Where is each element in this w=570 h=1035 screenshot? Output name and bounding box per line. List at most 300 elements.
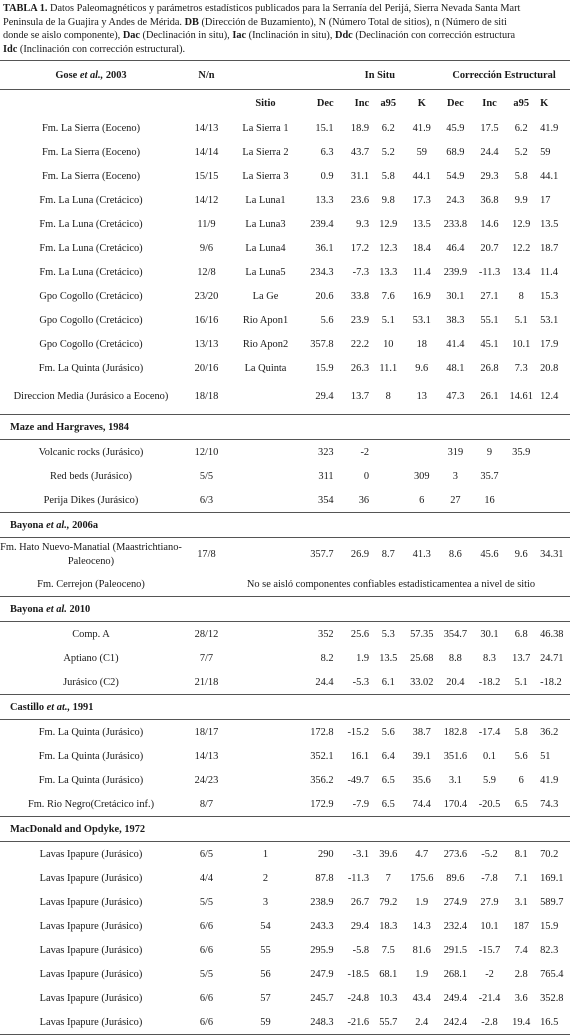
cell-a95: 6.5 xyxy=(381,774,395,786)
cell-inc: -18.5 xyxy=(347,968,370,980)
table-row xyxy=(0,792,570,817)
cell-formation: Fm. Hato Nuevo-Manatial (Maastrichtiano-Paleoceno) xyxy=(0,542,182,567)
cell-dec2: 274.9 xyxy=(443,896,468,908)
cell-a95: 5.2 xyxy=(381,146,395,158)
table-row xyxy=(0,768,570,792)
cell-a95: 6.2 xyxy=(381,122,395,134)
header-row xyxy=(0,61,570,90)
cell-dec2: 47.3 xyxy=(446,391,465,402)
cell-dec: 239.4 xyxy=(310,218,334,230)
cell-k: 13 xyxy=(416,391,427,402)
cell-a952: 5.6 xyxy=(514,750,528,762)
cell-a95: 8.7 xyxy=(381,549,395,560)
cell-inc2: 55.1 xyxy=(480,314,499,326)
cell-inc: 29.4 xyxy=(350,920,370,932)
cell-k xyxy=(405,440,438,465)
cell-dec: 357.7 xyxy=(310,549,334,560)
cell-a952: 35.9 xyxy=(512,446,531,458)
cell-dec2: 27 xyxy=(450,494,461,506)
cell-inc2: 45.1 xyxy=(480,338,499,350)
subheader-k2: K xyxy=(540,97,549,109)
section-title: Bayona et al. 2010 xyxy=(0,597,570,622)
subheader-inc2: Inc xyxy=(482,97,497,109)
table-row xyxy=(0,646,570,670)
cell-a952: 14.61 xyxy=(509,391,533,402)
cell-formation: Lavas Ipapure (Jurásico) xyxy=(39,896,143,908)
section-title: Bayona et al., 2006a xyxy=(0,513,570,538)
cell-formation: Fm. La Quinta (Jurásico) xyxy=(38,726,144,738)
cell-nn: 6/6 xyxy=(199,920,214,932)
cell-a95: 10 xyxy=(383,338,394,350)
cell-inc: -3.1 xyxy=(352,848,370,860)
cell-k: 74.4 xyxy=(412,798,431,810)
cell-k2 xyxy=(536,464,570,488)
cell-inc2: -15.7 xyxy=(478,944,501,956)
table-row xyxy=(0,380,570,415)
cell-dec: 352 xyxy=(318,628,334,640)
cell-dec2: 54.9 xyxy=(446,170,465,182)
cell-sitio: 1 xyxy=(262,848,269,860)
cell-formation: Fm. La Quinta (Jurásico) xyxy=(38,750,144,762)
cell-dec2: 354.7 xyxy=(443,628,468,640)
cell-a95: 7 xyxy=(385,872,391,884)
section-title: Castillo et at., 1991 xyxy=(0,695,570,720)
subheader-dec: Dec xyxy=(316,97,334,109)
cell-dec: 356.2 xyxy=(310,774,334,786)
cell-k: 6 xyxy=(419,494,425,506)
cell-sitio: La Ge xyxy=(252,290,279,302)
cell-dec2: 24.3 xyxy=(446,194,465,206)
cell-a95: 5.8 xyxy=(381,170,395,182)
cell-dec2: 68.9 xyxy=(446,146,465,158)
cell-a952: 2.8 xyxy=(514,968,528,980)
subheader-a952: a95 xyxy=(513,97,530,109)
section-castillo xyxy=(0,695,570,720)
cell-inc: 23.9 xyxy=(350,314,370,326)
cell-nn: 8/7 xyxy=(199,798,214,810)
cell-a95: 6.1 xyxy=(381,676,395,688)
table-row xyxy=(0,1010,570,1035)
cell-nn: 5/5 xyxy=(199,470,214,482)
caption-line-4: Idc (Inclinación con corrección estructural). xyxy=(3,43,186,55)
table-row xyxy=(0,116,570,140)
cell-dec2: 3 xyxy=(452,470,458,482)
table-row xyxy=(0,488,570,513)
cell-k: 43.4 xyxy=(412,992,431,1004)
cell-k2: 13.5 xyxy=(540,218,559,230)
table-row xyxy=(0,356,570,380)
cell-formation: Aptiano (C1) xyxy=(63,652,119,664)
cell-dec: 295.9 xyxy=(310,944,334,956)
table-row xyxy=(0,914,570,938)
cell-k: 59 xyxy=(416,146,427,158)
section-bayona-2010 xyxy=(0,597,570,622)
cell-k2: 20.8 xyxy=(540,362,559,374)
cell-k: 175.6 xyxy=(410,872,434,884)
table-row xyxy=(0,538,570,573)
cell-sitio: La Luna1 xyxy=(245,194,286,206)
cell-a952: 6.2 xyxy=(514,122,528,134)
cell-formation: Lavas Ipapure (Jurásico) xyxy=(39,920,143,932)
table-row xyxy=(0,572,570,597)
cell-nn: 16/16 xyxy=(194,314,219,326)
cell-dec2: 3.1 xyxy=(448,774,462,786)
cell-k: 1.9 xyxy=(415,968,429,980)
cell-k: 2.4 xyxy=(405,1010,438,1035)
cell-formation: Lavas Ipapure (Jurásico) xyxy=(39,872,143,884)
cell-a952: 13.4 xyxy=(512,266,531,278)
cell-formation: Fm. La Luna (Cretácico) xyxy=(39,194,143,206)
cell-dec2: 319 xyxy=(447,446,464,458)
cell-inc2: 27.1 xyxy=(480,290,499,302)
header-corr: Corrección Estructural xyxy=(438,61,570,90)
cell-sitio: La Sierra 2 xyxy=(242,146,289,158)
cell-dec2: 291.5 xyxy=(443,944,468,956)
cell-k: 13.5 xyxy=(412,218,431,230)
cell-nn: 9/6 xyxy=(199,242,214,254)
cell-dec2: 239.9 xyxy=(443,266,468,278)
cell-inc2: 45.6 xyxy=(480,549,499,560)
cell-inc2: 17.5 xyxy=(480,122,499,134)
cell-inc2: -20.5 xyxy=(478,798,501,810)
cell-dec: 172.9 xyxy=(310,798,334,810)
section-title: MacDonald and Opdyke, 1972 xyxy=(0,817,570,842)
cell-inc: 43.7 xyxy=(350,146,370,158)
cell-k2: 59 xyxy=(540,146,551,158)
cell-a95: 68.1 xyxy=(379,968,398,980)
cell-formation: Gpo Cogollo (Cretácico) xyxy=(39,290,143,302)
cell-dec: 354 xyxy=(318,494,334,506)
cell-k: 4.7 xyxy=(415,848,429,860)
cell-nn: 18/18 xyxy=(194,391,219,402)
cell-a952: 5.1 xyxy=(514,314,528,326)
cell-a95: 6.5 xyxy=(381,798,395,810)
cell-k: 35.6 xyxy=(412,774,431,786)
cell-k2 xyxy=(536,488,570,513)
cell-nn: 5/5 xyxy=(199,968,214,980)
table-row xyxy=(0,938,570,962)
cell-nn: 21/18 xyxy=(194,676,219,688)
cell-formation: Fm. La Sierra (Eoceno) xyxy=(41,122,141,134)
cell-inc: -15.2 xyxy=(347,726,370,738)
cell-a952: 187 xyxy=(513,920,530,932)
cell-a952: 10.1 xyxy=(512,338,531,350)
cell-inc2: 26.1 xyxy=(480,391,499,402)
cell-a95 xyxy=(371,464,405,488)
cell-formation: Perija Dikes (Jurásico) xyxy=(43,494,139,506)
cell-dec2: 249.4 xyxy=(443,992,468,1004)
table-row xyxy=(0,720,570,745)
table-row xyxy=(0,140,570,164)
table-row xyxy=(0,622,570,647)
cell-formation: Lavas Ipapure (Jurásico) xyxy=(39,944,143,956)
cell-formation: Red beds (Jurásico) xyxy=(50,470,132,482)
cell-k2: 24.71 xyxy=(540,652,564,664)
cell-sitio: La Luna4 xyxy=(245,242,286,254)
cell-inc2: -21.4 xyxy=(478,992,501,1004)
cell-a95 xyxy=(371,488,405,513)
cell-sitio: La Luna3 xyxy=(245,218,286,230)
cell-a952: 7.4 xyxy=(514,944,528,956)
cell-nn: 6/6 xyxy=(199,992,214,1004)
cell-k: 17.3 xyxy=(412,194,431,206)
section-title: Maze and Hargraves, 1984 xyxy=(0,415,570,440)
cell-dec2: 182.8 xyxy=(443,726,468,738)
cell-a95: 7.6 xyxy=(381,290,395,302)
cell-inc2: 30.1 xyxy=(480,628,499,640)
cell-inc2: -18.2 xyxy=(478,676,501,688)
cell-nn: 14/14 xyxy=(194,146,219,158)
cell-sitio: La Sierra 3 xyxy=(242,170,289,182)
caption-line-3: donde se aislo componente), Dac (Declinación in situ), Iac (Inclinación in situ), Ddc (Declinación con corrección estructura xyxy=(3,30,516,42)
cell-inc2: 9 xyxy=(486,446,493,458)
cell-nn: 20/16 xyxy=(194,362,219,374)
cell-inc: 31.1 xyxy=(350,170,370,182)
cell-k: 41.3 xyxy=(412,549,431,560)
cell-formation: Fm. La Sierra (Eoceno) xyxy=(41,146,141,158)
table-row xyxy=(0,866,570,890)
table-row xyxy=(0,260,570,284)
cell-nn: 4/4 xyxy=(199,872,214,884)
cell-nn: 12/10 xyxy=(194,446,219,458)
cell-nn: 5/5 xyxy=(199,896,214,908)
cell-a95: 5.6 xyxy=(381,726,395,738)
cell-nn: 14/13 xyxy=(194,122,219,134)
cell-a952 xyxy=(506,488,536,513)
cell-inc: 1.9 xyxy=(356,652,370,664)
cell-dec: 0.9 xyxy=(320,170,334,182)
header-in-situ: In Situ xyxy=(336,61,438,90)
cell-k2: 53.1 xyxy=(540,314,559,326)
cell-sitio: Rio Apon2 xyxy=(242,338,289,350)
cell-a95: 7.5 xyxy=(381,944,395,956)
cell-dec: 245.7 xyxy=(310,992,334,1004)
cell-dec2: 233.8 xyxy=(443,218,468,230)
cell-dec: 13.3 xyxy=(315,194,334,206)
cell-k2: 41.9 xyxy=(540,774,559,786)
cell-inc: 22.2 xyxy=(350,338,370,350)
cell-k2: 44.1 xyxy=(540,170,559,182)
cell-formation: Fm. Rio Negro(Cretácico inf.) xyxy=(27,798,155,810)
cell-dec: 323 xyxy=(318,446,334,458)
cell-dec: 20.6 xyxy=(315,290,334,302)
cell-nn: 14/12 xyxy=(194,194,219,206)
cell-inc: 33.8 xyxy=(350,290,370,302)
cell-a95: 13.5 xyxy=(379,652,398,664)
cell-k2: 11.4 xyxy=(540,266,558,278)
cell-a95: 12.3 xyxy=(379,242,398,254)
subheader-sitio: Sitio xyxy=(255,97,276,109)
cell-a952: 12.2 xyxy=(512,242,531,254)
cell-k2: 352.8 xyxy=(540,992,564,1004)
cell-dec2: 351.6 xyxy=(443,750,468,762)
table-row xyxy=(0,842,570,867)
cell-inc: -7.9 xyxy=(352,798,370,810)
cell-sitio: 3 xyxy=(262,896,269,908)
cell-note: No se aisló componentes confiables estadisticamentea a nivel de sitio xyxy=(246,578,536,590)
cell-inc2: -5.2 xyxy=(481,848,498,860)
section-maze xyxy=(0,415,570,440)
cell-sitio: 2 xyxy=(262,872,269,884)
cell-sitio: 54 xyxy=(260,920,271,932)
header-nn: N/n xyxy=(182,61,231,90)
cell-k: 18.4 xyxy=(412,242,431,254)
cell-dec: 29.4 xyxy=(315,391,334,402)
table-row xyxy=(0,744,570,768)
cell-k2: 46.38 xyxy=(540,628,564,640)
cell-dec: 87.8 xyxy=(315,872,334,884)
cell-dec: 238.9 xyxy=(310,896,334,908)
cell-dec2: 8.8 xyxy=(448,652,462,664)
cell-k2: 70.2 xyxy=(540,848,559,860)
cell-inc2: -7.8 xyxy=(481,872,498,884)
cell-k2: 34.31 xyxy=(540,549,564,560)
cell-formation: Fm. La Sierra (Eoceno) xyxy=(41,170,141,182)
cell-nn: 11/9 xyxy=(197,218,216,230)
cell-nn: 17/8 xyxy=(197,549,216,560)
cell-formation: Fm. La Luna (Cretácico) xyxy=(39,242,143,254)
cell-dec2: 45.9 xyxy=(446,122,465,134)
caption-line-1: TABLA 1. Datos Paleomagnéticos y parámetros estadísticos publicados para la Serranía del Perijá, Sierra Nevada Santa Mart xyxy=(3,3,521,14)
cell-a952: 9.6 xyxy=(514,549,528,560)
cell-inc: 26.7 xyxy=(350,896,370,908)
cell-a95: 9.8 xyxy=(381,194,395,206)
cell-inc2: -17.4 xyxy=(478,726,501,738)
cell-k2: 16.5 xyxy=(536,1010,570,1035)
table-row xyxy=(0,188,570,212)
cell-dec: 15.9 xyxy=(315,362,334,374)
cell-a952: 5.8 xyxy=(514,170,528,182)
cell-dec2: 46.4 xyxy=(446,242,465,254)
cell-k: 16.9 xyxy=(412,290,431,302)
subheader-inc: Inc xyxy=(354,97,370,109)
cell-nn: 18/17 xyxy=(194,726,219,738)
cell-a95 xyxy=(371,440,405,465)
cell-inc2: -11.3 xyxy=(478,266,501,278)
cell-k2: 15.9 xyxy=(540,920,559,932)
cell-inc2: 24.4 xyxy=(480,146,499,158)
cell-k: 81.6 xyxy=(412,944,431,956)
table-row xyxy=(0,212,570,236)
cell-nn: 6/6 xyxy=(182,1010,231,1035)
cell-k: 38.7 xyxy=(412,726,431,738)
cell-dec: 352.1 xyxy=(310,750,334,762)
cell-inc: 0 xyxy=(363,470,370,482)
section-bayona-2006 xyxy=(0,513,570,538)
cell-k: 25.68 xyxy=(410,652,434,664)
cell-dec2: 89.6 xyxy=(446,872,465,884)
cell-sitio: La Sierra 1 xyxy=(242,122,289,134)
cell-dec: 36.1 xyxy=(315,242,334,254)
cell-k2 xyxy=(536,440,570,465)
cell-formation: Fm. La Luna (Cretácico) xyxy=(39,266,143,278)
cell-nn: 14/13 xyxy=(194,750,219,762)
cell-a952: 7.1 xyxy=(514,872,528,884)
cell-a952: 7.3 xyxy=(514,362,528,374)
table-row xyxy=(0,986,570,1010)
cell-nn: 24/23 xyxy=(194,774,219,786)
cell-k2: 12.4 xyxy=(540,391,559,402)
cell-inc2: 29.3 xyxy=(480,170,499,182)
cell-k2: -18.2 xyxy=(540,676,562,688)
cell-inc2: 20.7 xyxy=(480,242,499,254)
cell-k2: 18.7 xyxy=(540,242,559,254)
cell-inc2: 36.8 xyxy=(480,194,499,206)
cell-formation: Lavas Ipapure (Jurásico) xyxy=(39,848,143,860)
cell-sitio: La Luna5 xyxy=(245,266,286,278)
cell-inc: 26.9 xyxy=(350,549,370,560)
cell-k: 57.35 xyxy=(410,628,434,640)
cell-k: 33.02 xyxy=(410,676,434,688)
table-caption xyxy=(3,2,570,56)
cell-a952: 6 xyxy=(518,774,524,786)
subheader-row xyxy=(0,90,570,117)
cell-a952: 12.9 xyxy=(512,218,531,230)
cell-a95: 11.1 xyxy=(379,362,398,374)
cell-a952: 5.1 xyxy=(514,676,528,688)
cell-inc: -24.8 xyxy=(347,992,370,1004)
caption-line-2: Peninsula de la Guajira y Andes de Mérida. DB (Dirección de Buzamiento), N (Número Total de sitios), n (Número de siti xyxy=(3,16,507,28)
cell-k: 11.4 xyxy=(412,266,431,278)
cell-nn: 13/13 xyxy=(194,338,219,350)
cell-a95: 55.7 xyxy=(371,1010,405,1035)
cell-a952: 19.4 xyxy=(506,1010,536,1035)
cell-a952: 3.1 xyxy=(514,896,528,908)
cell-dec: 311 xyxy=(318,470,334,482)
cell-nn: 23/20 xyxy=(194,290,219,302)
cell-nn: 6/3 xyxy=(199,494,214,506)
cell-inc: -5.3 xyxy=(352,676,370,688)
cell-a95: 6.4 xyxy=(381,750,395,762)
subheader-a95: a95 xyxy=(380,97,397,109)
cell-formation: Fm. La Luna (Cretácico) xyxy=(39,218,143,230)
header-source: Gose et al., 2003 xyxy=(0,61,182,90)
cell-formation: Jurásico (C2) xyxy=(63,676,119,688)
cell-dec2: 38.3 xyxy=(446,314,465,326)
cell-inc2: 27.9 xyxy=(480,896,499,908)
cell-inc2: 26.8 xyxy=(480,362,499,374)
cell-inc: 17.2 xyxy=(350,242,370,254)
cell-sitio: 57 xyxy=(260,992,271,1004)
cell-nn: 12/8 xyxy=(197,266,216,278)
cell-a95: 18.3 xyxy=(379,920,398,932)
cell-nn: 6/6 xyxy=(199,944,214,956)
cell-inc2: 8.3 xyxy=(483,652,497,664)
cell-a95: 8 xyxy=(385,391,391,402)
cell-inc2: 5.9 xyxy=(483,774,497,786)
cell-formation: Volcanic rocks (Jurásico) xyxy=(38,446,144,458)
cell-a95: 5.3 xyxy=(381,628,395,640)
table-row xyxy=(0,164,570,188)
cell-formation: Fm. La Quinta (Jurásico) xyxy=(38,774,144,786)
cell-formation: Lavas Ipapure (Jurásico) xyxy=(0,1010,182,1035)
cell-k: 14.3 xyxy=(412,920,431,932)
cell-inc: -2 xyxy=(360,446,370,458)
cell-inc: 36 xyxy=(358,494,370,506)
cell-formation: Fm. La Quinta (Jurásico) xyxy=(38,362,144,374)
cell-k: 309 xyxy=(413,470,430,482)
cell-dec: 234.3 xyxy=(310,266,334,278)
cell-k: 41.9 xyxy=(412,122,431,134)
cell-inc: 16.1 xyxy=(350,750,370,762)
cell-dec2: 170.4 xyxy=(443,798,468,810)
cell-a952 xyxy=(506,464,536,488)
cell-dec2: 232.4 xyxy=(443,920,468,932)
cell-k: 1.9 xyxy=(415,896,429,908)
subheader-dec2: Dec xyxy=(447,97,464,109)
cell-inc: 25.6 xyxy=(350,628,370,640)
cell-dec: 290 xyxy=(318,848,334,860)
